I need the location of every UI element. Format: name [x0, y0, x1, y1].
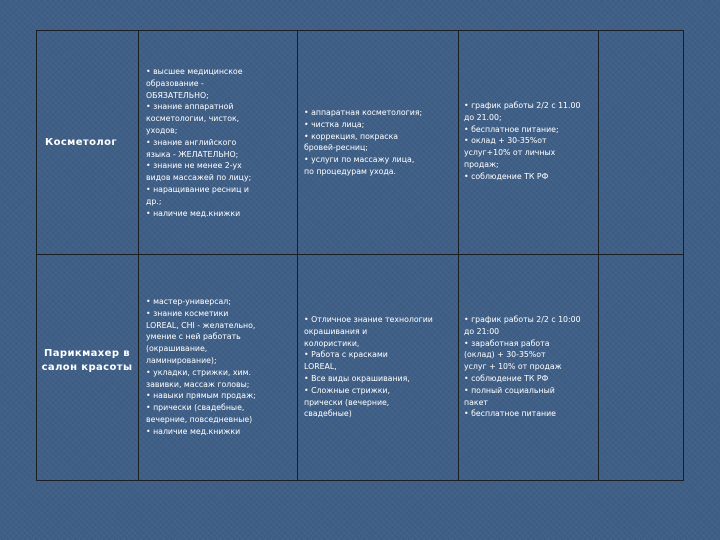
list-item: • навыки прямым продаж; [146, 391, 256, 401]
conditions-cell [464, 100, 596, 183]
list-item: • Работа с красками LOREAL, [304, 350, 388, 372]
list-item: • Отличное знание технологии окрашивания и колористики, [304, 315, 433, 348]
list-item: • высшее медицинское образование - ОБЯЗАТЕЛЬНО; [146, 67, 243, 100]
row-divider [37, 254, 683, 255]
role-title-hairdresser: Парикмахер в салон красоты [41, 348, 133, 373]
list-item: • полный социальный пакет [464, 385, 555, 407]
duties-cell [304, 314, 456, 420]
list-item: • чистка лица; [304, 119, 365, 129]
list-item: • бесплатное питание [464, 409, 556, 419]
list-item: • знание косметики LOREAL, CHI - желательно, умение с ней работать (окрашивание, ламинирование); [146, 308, 256, 365]
list-item: • соблюдение ТК РФ [464, 373, 549, 383]
requirements-cell [146, 66, 296, 219]
column-divider [598, 31, 599, 480]
list-item: • наличие мед.книжки [146, 426, 241, 436]
list-item: • наличие мед.книжки [146, 208, 241, 218]
list-item: • оклад + 30-35%от услуг+10% от личных продаж; [464, 136, 556, 169]
list-item: • заработная работа (оклад) + 30-35%от услуг + 10% от продаж [464, 338, 562, 372]
list-item: • бесплатное питание; [464, 124, 559, 134]
list-item: • услуги по массажу лица, по процедурам ухода. [304, 155, 415, 176]
list-item: • аппаратная косметология; [304, 108, 423, 117]
list-item: • график работы 2/2 с 10:00 до 21:00 [464, 315, 581, 336]
list-item: • укладки, стрижки, хим. завивки, массаж головы; [146, 367, 251, 389]
list-item: • Все виды окрашивания, [304, 373, 410, 383]
duties-cell [304, 107, 454, 178]
column-divider [138, 31, 139, 480]
column-divider [297, 31, 298, 480]
list-item: • наращивание ресниц и др.; [146, 184, 249, 206]
list-item: • Сложные стрижки, прически (вечерние, свадебные) [304, 385, 390, 419]
list-item: • коррекция, покраска бровей-ресниц; [304, 131, 399, 153]
list-item: • график работы 2/2 с 11.00 до 21.00; [464, 101, 581, 122]
list-item: • соблюдение ТК РФ [464, 171, 549, 181]
requirements-cell [146, 296, 296, 438]
list-item: • знание аппаратной косметологии, чисток, уходов; [146, 102, 240, 135]
list-item: • мастер-универсал; [146, 297, 231, 306]
role-title-cosmetologist: Косметолог [45, 137, 118, 148]
column-divider [458, 31, 459, 480]
conditions-cell [464, 314, 596, 420]
list-item: • знание не менее 2-ух видов массажей по лицу; [146, 161, 252, 183]
list-item: • знание английского языка - ЖЕЛАТЕЛЬНО; [146, 137, 239, 159]
list-item: • прически (свадебные, вечерние, повседневные) [146, 403, 253, 424]
